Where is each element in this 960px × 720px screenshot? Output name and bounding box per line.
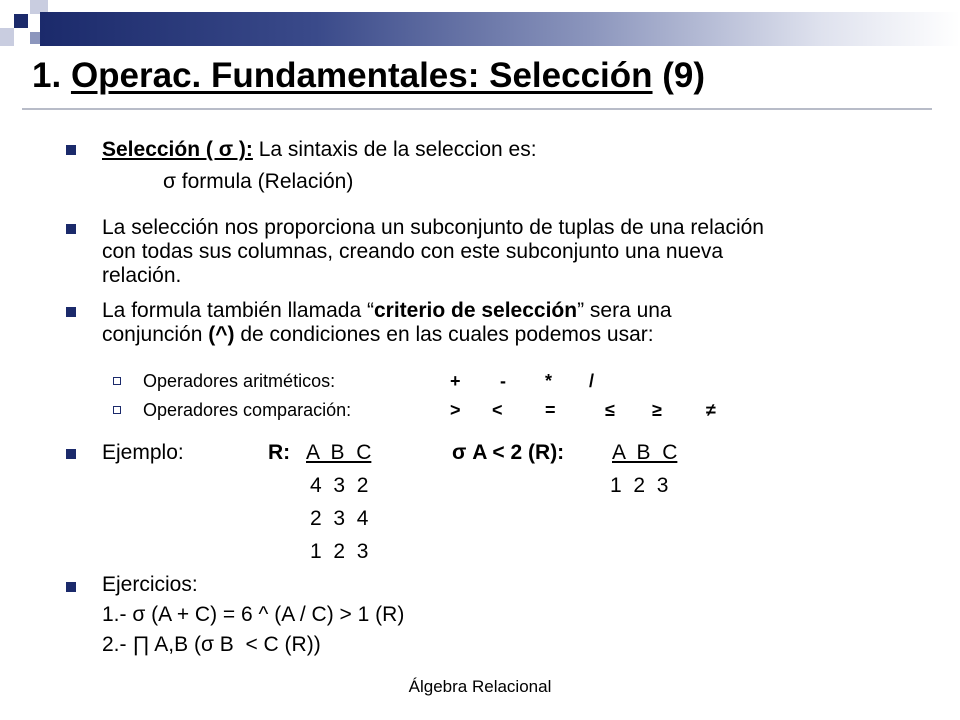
header-gradient-bar xyxy=(40,12,960,46)
comp-op: = xyxy=(545,400,556,420)
title-suffix: (9) xyxy=(662,56,706,95)
relation-r-columns: A B C xyxy=(306,441,372,464)
title-divider xyxy=(22,108,932,110)
criterio-post: ” sera una xyxy=(577,299,672,322)
ejercicio-2: 2.- ∏ A,B (σ B < C (R)) xyxy=(102,633,321,656)
relation-r-row: 1 2 3 xyxy=(310,540,369,563)
bullet2-line3: relación. xyxy=(102,264,182,287)
title-number: 1. xyxy=(32,56,62,95)
arith-op: - xyxy=(500,371,506,391)
selection-row: 1 2 3 xyxy=(610,474,669,497)
conjuncion-post: de condiciones en las cuales podemos usar: xyxy=(234,323,654,346)
relation-r-row: 2 3 4 xyxy=(310,507,369,530)
hollow-bullet-icon xyxy=(113,377,121,385)
relation-r-label: R: xyxy=(268,441,291,464)
arith-label: Operadores aritméticos: xyxy=(143,371,336,391)
deco-square-dark xyxy=(14,14,28,28)
bullet-icon xyxy=(66,582,76,592)
conjuncion-pre: conjunción xyxy=(102,323,209,346)
comp-op: > xyxy=(450,400,461,420)
slide-footer: Álgebra Relacional xyxy=(408,677,552,696)
arith-op: * xyxy=(545,371,553,391)
bullet2-line1: La selección nos proporciona un subconjunto de tuplas de una relación xyxy=(102,216,764,239)
bullet2-line2: con todas sus columnas, creando con este subconjunto una nueva xyxy=(102,240,724,263)
example-label: Ejemplo: xyxy=(102,441,184,464)
comp-op: < xyxy=(492,400,503,420)
criterio-pre: La formula también llamada “ xyxy=(102,299,374,322)
bullet-icon xyxy=(66,449,76,459)
ejercicio-1: 1.- σ (A + C) = 6 ^ (A / C) > 1 (R) xyxy=(102,603,405,626)
selection-columns: A B C xyxy=(612,441,678,464)
comp-label: Operadores comparación: xyxy=(143,400,352,420)
comp-op: ≥ xyxy=(652,400,662,420)
arith-op: + xyxy=(450,371,461,391)
comp-op: ≤ xyxy=(605,400,615,420)
seleccion-text: La sintaxis de la seleccion es: xyxy=(252,138,537,161)
conjuncion-symbol: (^) xyxy=(208,323,235,346)
relation-r-row: 4 3 2 xyxy=(310,474,369,497)
bullet3-line1 xyxy=(102,299,672,323)
bullet-icon xyxy=(66,145,76,155)
seleccion-formula: σ formula (Relación) xyxy=(163,170,354,193)
title-main: Operac. Fundamentales: Selección xyxy=(70,56,653,95)
seleccion-label: Selección ( σ ): xyxy=(102,138,253,161)
criterio-term: criterio de selección xyxy=(373,299,578,322)
arith-op: / xyxy=(589,371,595,391)
bullet3-line2 xyxy=(102,323,654,347)
hollow-bullet-icon xyxy=(113,406,121,414)
bullet-seleccion xyxy=(102,138,537,162)
comp-op: ≠ xyxy=(706,400,716,420)
bullet-icon xyxy=(66,307,76,317)
deco-square-light xyxy=(0,28,14,46)
bullet-icon xyxy=(66,224,76,234)
slide-title xyxy=(32,56,705,96)
selection-label: σ A < 2 (R): xyxy=(452,441,565,464)
ejercicios-label: Ejercicios: xyxy=(102,573,198,596)
